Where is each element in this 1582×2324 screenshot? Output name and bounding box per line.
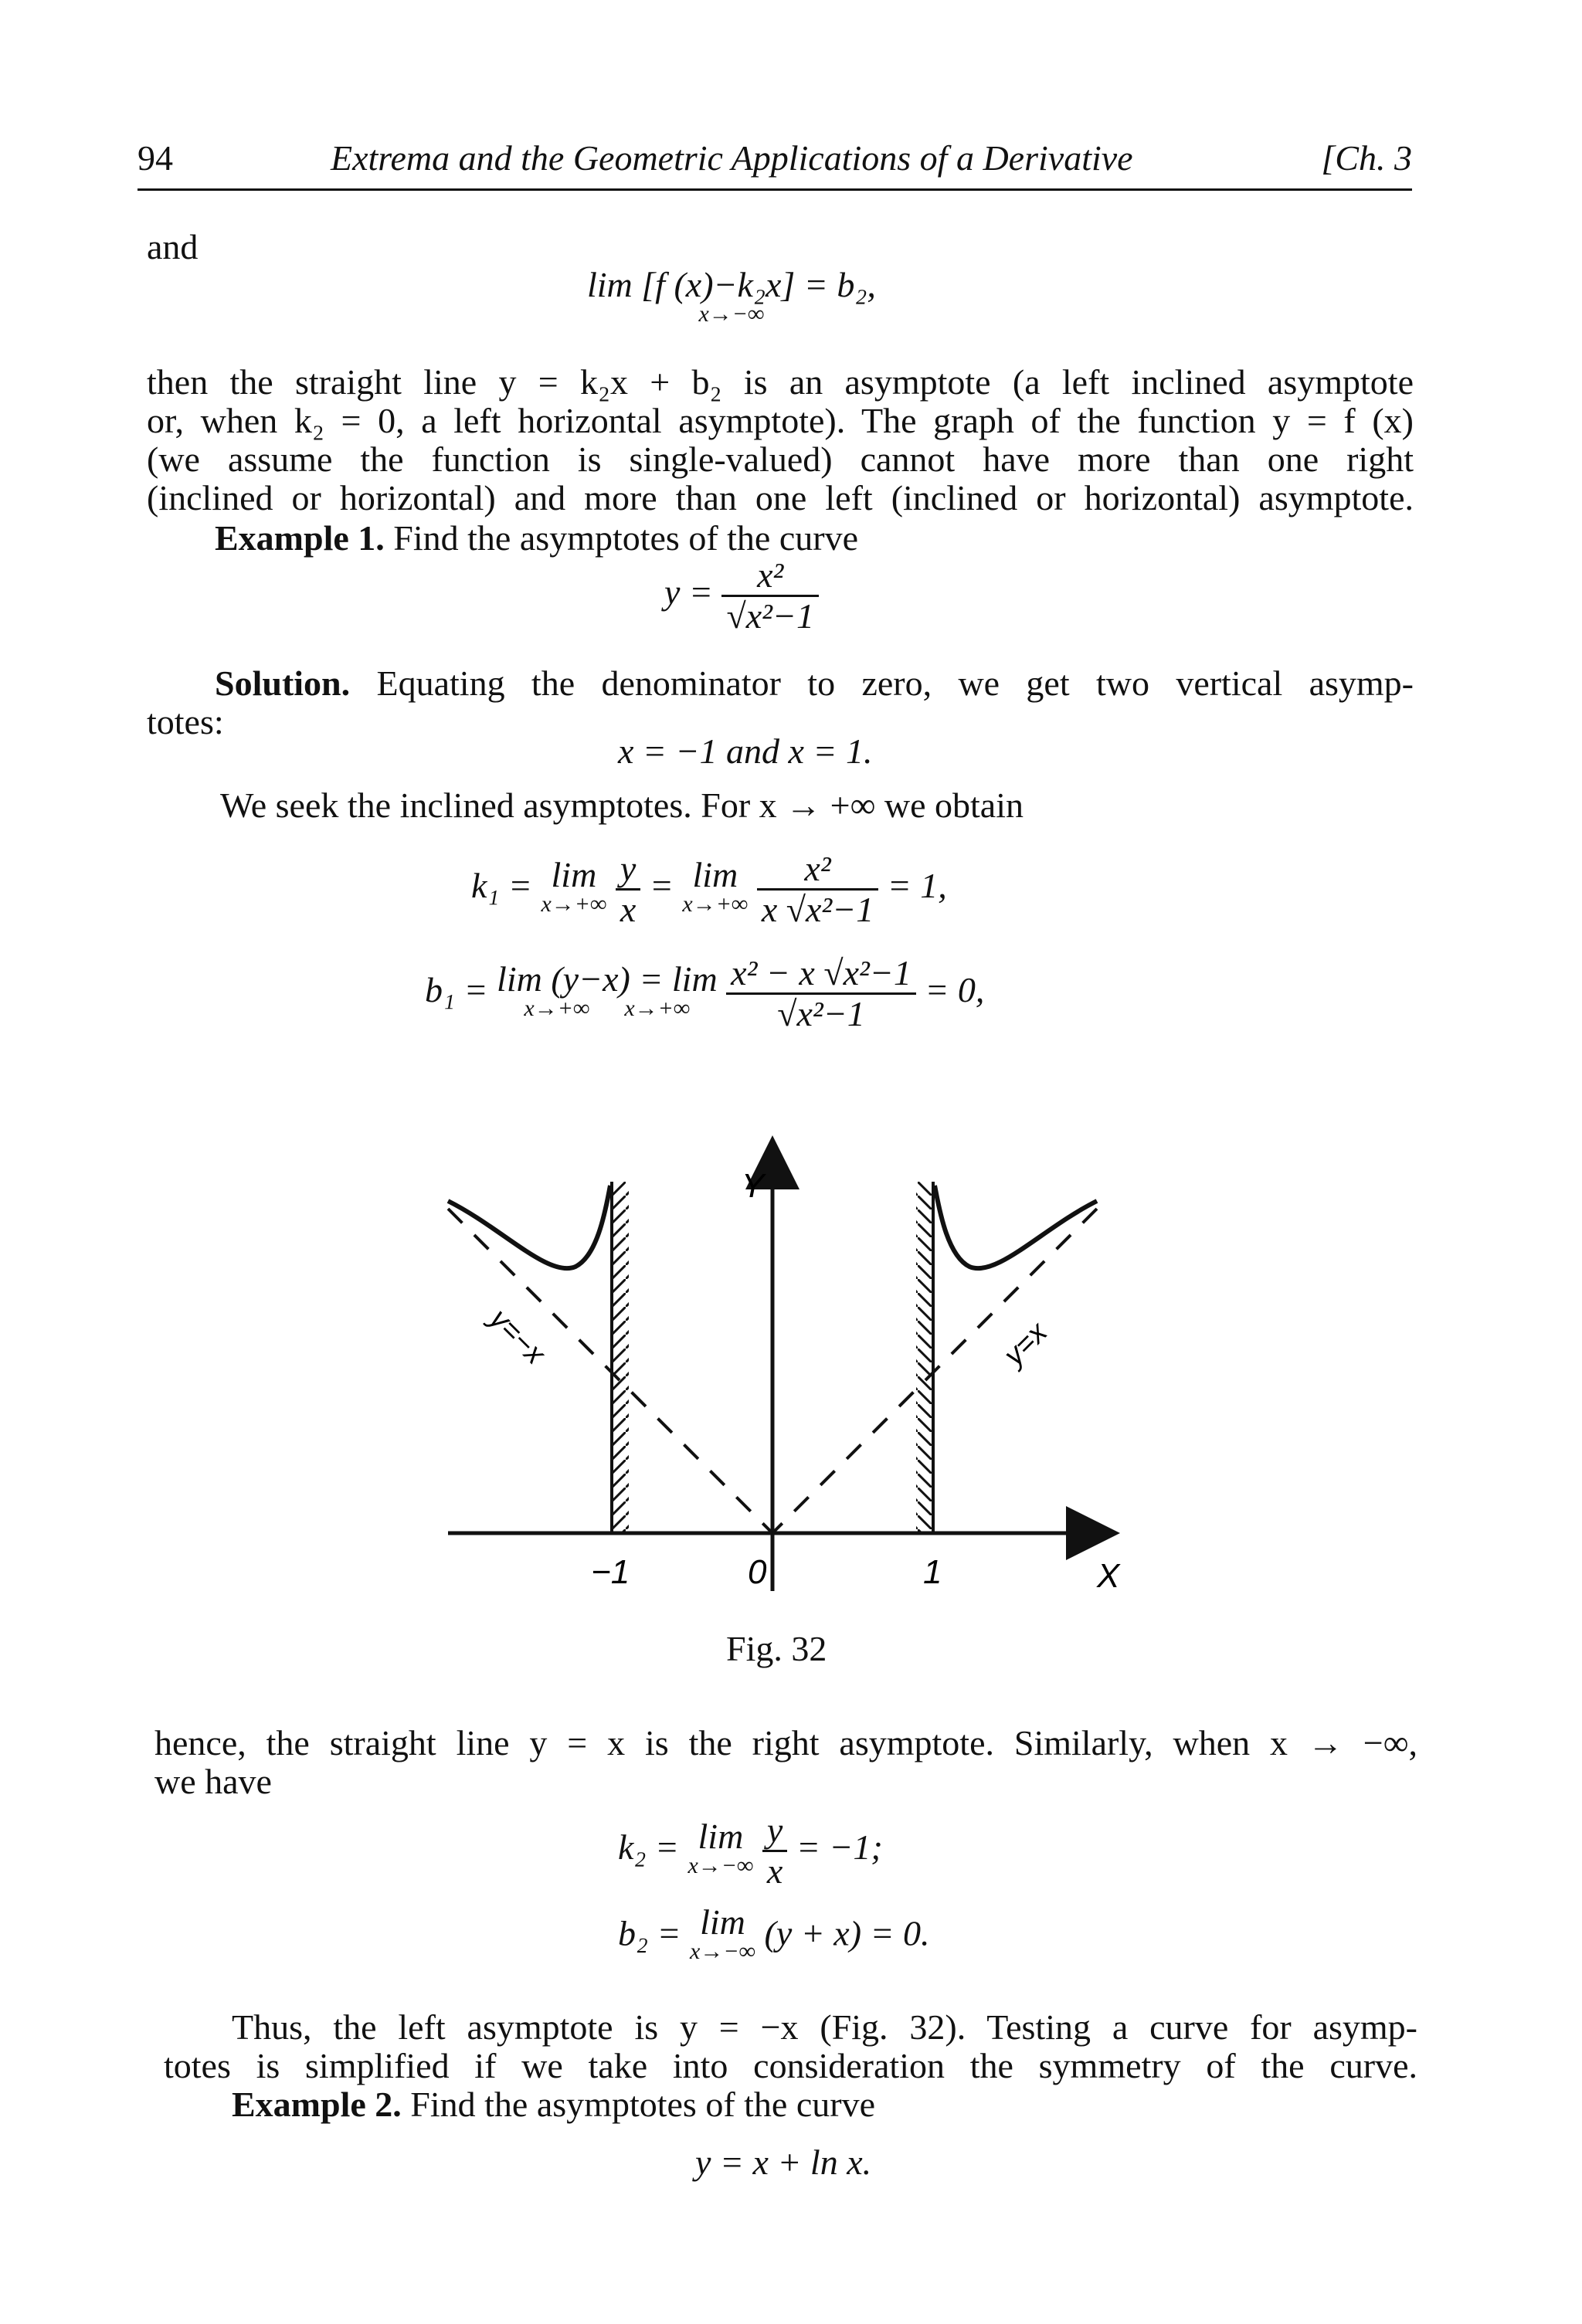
running-header	[137, 133, 1412, 191]
k1-formula	[471, 850, 947, 929]
k2-formula	[618, 1811, 883, 1891]
solution-line-1	[215, 664, 1414, 703]
b1-frac-num: x² − x √x²−1	[731, 953, 912, 992]
figure-caption: Fig. 32	[726, 1629, 827, 1668]
chapter-label: [Ch. 3	[1321, 138, 1412, 178]
k2-lim: lim	[698, 1816, 744, 1856]
seek-inclined-line: We seek the inclined asymptotes. For x → +∞ we obtain	[220, 785, 1024, 825]
tick-label-minus-one: −1	[591, 1553, 630, 1591]
b1-result: = 0,	[925, 970, 985, 1010]
k1-lim: lim	[551, 854, 597, 894]
formula-limit-left-sub: x→−∞	[698, 301, 765, 327]
b2-sub: x→−∞	[690, 1939, 755, 1964]
paragraph-1-line-4: (inclined or horizontal) and more than one left (inclined or horizontal) asymptote.	[147, 478, 1414, 517]
tick-label-zero: 0	[748, 1553, 767, 1591]
right-asymptote-label: y=x	[997, 1316, 1054, 1372]
paragraph-1-line-3: (we assume the function is single-valued) cannot have more than one right	[147, 439, 1414, 479]
example-1-formula-num: x²	[757, 555, 784, 595]
k1-frac-num: y	[620, 849, 637, 888]
k2-result: = −1;	[796, 1827, 883, 1868]
b2-lhs: b₂ =	[618, 1913, 681, 1953]
thus-line-2: totes is simplified if we take into consideration the symmetry of the curve.	[164, 2046, 1417, 2085]
curve-right-branch	[935, 1186, 1097, 1268]
example-2-text: Find the asymptotes of the curve	[410, 2085, 875, 2124]
example-1-heading	[215, 519, 858, 558]
example-2-heading	[232, 2085, 875, 2124]
left-asymptote-label: y=−x	[483, 1302, 552, 1371]
b1-sub2: x→+∞	[624, 995, 691, 1021]
paragraph-1-line-2: or, when k₂ = 0, a left horizontal asymptote). The graph of the function y = f (x)	[147, 401, 1414, 440]
and-word: and	[147, 227, 199, 266]
k1-sub: x→+∞	[541, 891, 607, 917]
example-1-formula	[664, 556, 819, 636]
x-axis-label: X	[1097, 1557, 1120, 1595]
k1-frac-den: x	[616, 888, 640, 929]
k2-sub: x→−∞	[687, 1852, 754, 1878]
page-number: 94	[137, 138, 173, 178]
tick-label-one: 1	[923, 1553, 942, 1591]
solution-label: Solution.	[215, 663, 351, 703]
b2-formula	[618, 1902, 930, 1966]
vertical-asymptote-right-hatch	[916, 1182, 933, 1533]
thus-line-1: Thus, the left asymptote is y = −x (Fig. 32). Testing a curve for asymp-	[232, 2007, 1417, 2047]
b1-subs	[497, 994, 718, 1023]
b1-sub: x→+∞	[524, 995, 590, 1021]
k1-frac2-num: x²	[804, 849, 831, 888]
k1-result: = 1,	[887, 866, 947, 906]
k1-eq2: =	[649, 866, 674, 906]
b1-lim: lim (y−x) = lim	[497, 958, 718, 999]
formula-limit-left-text: lim [f (x)−k₂x] = b₂,	[587, 265, 876, 304]
example-2-label: Example 2.	[232, 2085, 402, 2124]
solution-text: Equating the denominator to zero, we get two vertical asymp-	[376, 663, 1414, 703]
solution-line-2: totes:	[147, 702, 224, 741]
running-title: Extrema and the Geometric Applications of a Derivative	[331, 138, 1133, 178]
vertical-asymptotes-formula: x = −1 and x = 1.	[618, 731, 873, 771]
hence-line-2: we have	[154, 1762, 272, 1801]
curve-left-branch	[448, 1186, 610, 1268]
k1-sub2: x→+∞	[682, 891, 749, 917]
example-1-formula-den: √x²−1	[721, 595, 819, 636]
b1-frac-den: √x²−1	[726, 992, 916, 1033]
vertical-asymptote-left-hatch	[612, 1182, 629, 1533]
example-1-text: Find the asymptotes of the curve	[393, 518, 858, 558]
paragraph-1-line-1: then the straight line y = k₂x + b₂ is an asymptote (a left inclined asymptote	[147, 362, 1414, 402]
k1-frac2-den: x √x²−1	[757, 888, 878, 929]
k2-frac-den: x	[762, 1850, 787, 1891]
b1-lhs: b₁ =	[425, 970, 488, 1010]
b2-result: (y + x) = 0.	[764, 1913, 930, 1953]
b1-formula	[425, 954, 984, 1033]
b2-lim: lim	[700, 1902, 745, 1942]
k1-lim2: lim	[692, 854, 738, 894]
example-1-formula-lhs: y =	[664, 572, 713, 612]
k2-frac-num: y	[766, 1810, 783, 1850]
example-1-label: Example 1.	[215, 518, 385, 558]
k2-lhs: k₂ =	[618, 1827, 679, 1868]
formula-limit-left	[587, 265, 876, 329]
figure-32	[417, 1112, 1159, 1622]
y-axis-label: Y	[742, 1167, 765, 1205]
k1-lhs: k₁ =	[471, 866, 532, 906]
hence-line-1: hence, the straight line y = x is the right asymptote. Similarly, when x → −∞,	[154, 1723, 1417, 1763]
example-2-formula: y = x + ln x.	[695, 2142, 872, 2182]
